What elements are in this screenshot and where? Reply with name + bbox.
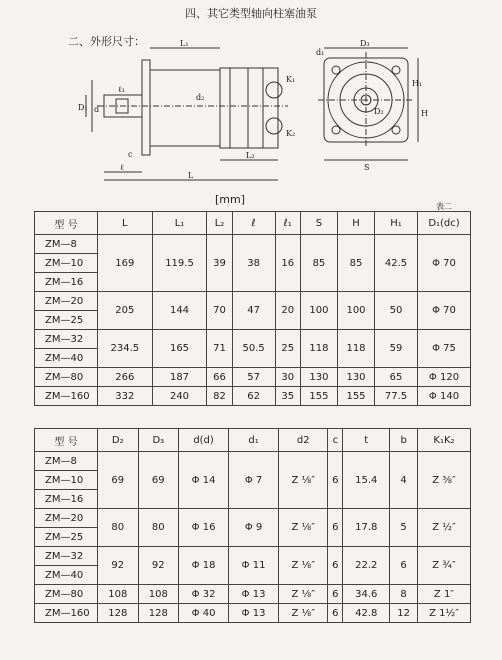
value-cell: 6 [328, 604, 343, 623]
header-cell: D₃ [138, 429, 179, 452]
header-cell: ℓ [232, 212, 275, 235]
model-cell: ZM—40 [35, 566, 98, 585]
value-cell: Z ½″ [418, 509, 471, 547]
value-cell: Φ 11 [229, 547, 279, 585]
table-row [35, 452, 471, 471]
value-cell: Z ⅛″ [279, 547, 328, 585]
model-cell: ZM—25 [35, 311, 98, 330]
label-k1: K₁ [286, 75, 296, 84]
value-cell: 50 [375, 292, 418, 330]
value-cell: 69 [98, 452, 139, 509]
value-cell: Z ⅛″ [279, 585, 328, 604]
table-row [35, 368, 471, 387]
value-cell: 8 [390, 585, 418, 604]
value-cell: 22.2 [343, 547, 390, 585]
value-cell: 82 [207, 387, 232, 406]
label-k2: K₂ [286, 129, 296, 138]
value-cell: 169 [98, 235, 153, 292]
model-cell: ZM—16 [35, 273, 98, 292]
header-cell: 型 号 [35, 212, 98, 235]
value-cell: 165 [152, 330, 207, 368]
model-cell: ZM—32 [35, 547, 98, 566]
value-cell: 59 [375, 330, 418, 368]
value-cell: 80 [98, 509, 139, 547]
value-cell: Φ 32 [179, 585, 229, 604]
table-row [35, 547, 471, 566]
value-cell: Z 1½″ [418, 604, 471, 623]
model-cell: ZM—160 [35, 604, 98, 623]
value-cell: 108 [98, 585, 139, 604]
value-cell: Φ 75 [418, 330, 471, 368]
label-h: H [421, 109, 428, 118]
header-cell: d(d) [179, 429, 229, 452]
model-cell: ZM—160 [35, 387, 98, 406]
value-cell: 118 [300, 330, 337, 368]
label-c: c [128, 150, 133, 159]
value-cell: 30 [275, 368, 300, 387]
label-l1-shaft: ℓ₁ [118, 85, 126, 94]
model-cell: ZM—20 [35, 292, 98, 311]
table-row [35, 235, 471, 254]
label-d: d [94, 105, 100, 114]
value-cell: 92 [138, 547, 179, 585]
value-cell: Φ 140 [418, 387, 471, 406]
value-cell: 5 [390, 509, 418, 547]
page-title: 四、其它类型轴向柱塞油泵 [185, 7, 317, 20]
table-note: 表二 [436, 202, 452, 211]
value-cell: Z ⅛″ [279, 452, 328, 509]
model-cell: ZM—8 [35, 452, 98, 471]
value-cell: 155 [300, 387, 337, 406]
value-cell: 187 [152, 368, 207, 387]
value-cell: Z ¾″ [418, 547, 471, 585]
dimension-table-2 [34, 428, 471, 623]
pump-outline-drawing [78, 40, 428, 182]
header-cell: S [300, 212, 337, 235]
value-cell: 57 [232, 368, 275, 387]
header-cell: D₂ [98, 429, 139, 452]
value-cell: Φ 16 [179, 509, 229, 547]
value-cell: 70 [207, 292, 232, 330]
dimension-table-1 [34, 211, 471, 406]
value-cell: 62 [232, 387, 275, 406]
value-cell: 240 [152, 387, 207, 406]
table-header-row [35, 429, 471, 452]
label-l: ℓ [120, 163, 124, 172]
label-l1: L₁ [180, 40, 189, 48]
value-cell: 119.5 [152, 235, 207, 292]
value-cell: 42.5 [375, 235, 418, 292]
value-cell: 34.6 [343, 585, 390, 604]
value-cell: Φ 70 [418, 235, 471, 292]
header-cell: d₁ [229, 429, 279, 452]
label-L: L [188, 171, 194, 180]
model-cell: ZM—20 [35, 509, 98, 528]
value-cell: 128 [138, 604, 179, 623]
header-cell: c [328, 429, 343, 452]
model-cell: ZM—8 [35, 235, 98, 254]
label-d3: D₃ [360, 40, 370, 48]
value-cell: 71 [207, 330, 232, 368]
value-cell: Φ 18 [179, 547, 229, 585]
value-cell: Z ⅛″ [279, 509, 328, 547]
value-cell: 155 [337, 387, 374, 406]
unit-label: [mm] [215, 193, 246, 206]
value-cell: 85 [337, 235, 374, 292]
value-cell: 266 [98, 368, 153, 387]
model-cell: ZM—40 [35, 349, 98, 368]
value-cell: 6 [328, 509, 343, 547]
header-cell: ℓ₁ [275, 212, 300, 235]
value-cell: 130 [337, 368, 374, 387]
value-cell: 85 [300, 235, 337, 292]
value-cell: 108 [138, 585, 179, 604]
value-cell: Z ⅜″ [418, 452, 471, 509]
label-d2-end: D₂ [374, 107, 384, 116]
label-s: S [364, 163, 370, 172]
value-cell: 77.5 [375, 387, 418, 406]
label-d1-big: D₁ [78, 103, 88, 112]
value-cell: 35 [275, 387, 300, 406]
table-row [35, 292, 471, 311]
value-cell: Φ 13 [229, 604, 279, 623]
value-cell: 80 [138, 509, 179, 547]
header-cell: b [390, 429, 418, 452]
value-cell: 92 [98, 547, 139, 585]
label-l2: L₂ [246, 151, 255, 160]
model-cell: ZM—80 [35, 585, 98, 604]
header-cell: H₁ [375, 212, 418, 235]
value-cell: 205 [98, 292, 153, 330]
value-cell: 128 [98, 604, 139, 623]
table-row [35, 330, 471, 349]
value-cell: 50.5 [232, 330, 275, 368]
table-header-row [35, 212, 471, 235]
value-cell: 234.5 [98, 330, 153, 368]
header-cell: L₁ [152, 212, 207, 235]
value-cell: 20 [275, 292, 300, 330]
value-cell: 47 [232, 292, 275, 330]
header-cell: H [337, 212, 374, 235]
value-cell: 130 [300, 368, 337, 387]
value-cell: 66 [207, 368, 232, 387]
value-cell: Φ 70 [418, 292, 471, 330]
value-cell: Z 1″ [418, 585, 471, 604]
value-cell: 6 [390, 547, 418, 585]
header-cell: D₁(dc) [418, 212, 471, 235]
label-d2: d₂ [196, 93, 205, 102]
model-cell: ZM—25 [35, 528, 98, 547]
header-cell: t [343, 429, 390, 452]
value-cell: 100 [337, 292, 374, 330]
header-cell: L [98, 212, 153, 235]
value-cell: 6 [328, 547, 343, 585]
value-cell: 25 [275, 330, 300, 368]
value-cell: 118 [337, 330, 374, 368]
value-cell: 6 [328, 585, 343, 604]
value-cell: 144 [152, 292, 207, 330]
value-cell: 332 [98, 387, 153, 406]
section-subtitle: 二、外形尺寸： [68, 35, 145, 48]
model-cell: ZM—10 [35, 471, 98, 490]
value-cell: 6 [328, 452, 343, 509]
value-cell: 65 [375, 368, 418, 387]
value-cell: 15.4 [343, 452, 390, 509]
value-cell: Φ 14 [179, 452, 229, 509]
table-row [35, 387, 471, 406]
header-cell: 型 号 [35, 429, 98, 452]
model-cell: ZM—16 [35, 490, 98, 509]
value-cell: 100 [300, 292, 337, 330]
value-cell: Φ 13 [229, 585, 279, 604]
label-h1: H₁ [412, 79, 423, 88]
value-cell: 16 [275, 235, 300, 292]
model-cell: ZM—80 [35, 368, 98, 387]
value-cell: Φ 40 [179, 604, 229, 623]
value-cell: 12 [390, 604, 418, 623]
table-row [35, 604, 471, 623]
model-cell: ZM—10 [35, 254, 98, 273]
value-cell: 42.8 [343, 604, 390, 623]
value-cell: 39 [207, 235, 232, 292]
value-cell: 4 [390, 452, 418, 509]
table-row [35, 585, 471, 604]
value-cell: Φ 9 [229, 509, 279, 547]
label-d1: d₁ [316, 48, 325, 57]
table-row [35, 509, 471, 528]
header-cell: d2 [279, 429, 328, 452]
value-cell: 69 [138, 452, 179, 509]
header-cell: K₁K₂ [418, 429, 471, 452]
model-cell: ZM—32 [35, 330, 98, 349]
value-cell: 38 [232, 235, 275, 292]
value-cell: Z ⅛″ [279, 604, 328, 623]
header-cell: L₂ [207, 212, 232, 235]
value-cell: Φ 120 [418, 368, 471, 387]
value-cell: Φ 7 [229, 452, 279, 509]
value-cell: 17.8 [343, 509, 390, 547]
